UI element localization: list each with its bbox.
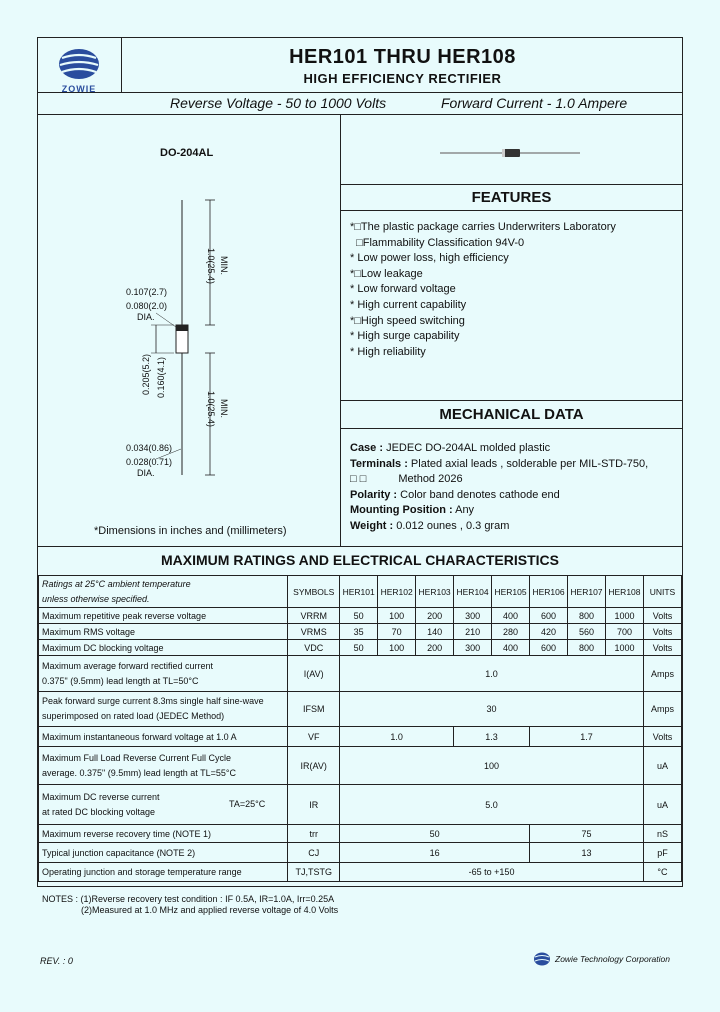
value-cell: 1000 <box>605 608 643 624</box>
value-cell: 800 <box>568 640 606 656</box>
param-line: 0.375" (9.5mm) lead length at TL=50°C <box>42 675 199 686</box>
table-row-tj <box>39 863 682 882</box>
param-cell: Maximum repetitive peak reverse voltage <box>39 608 288 624</box>
col-part: HER103 <box>416 576 454 608</box>
symbol-cell: TJ,TSTG <box>288 863 340 882</box>
dim-lead-length-bottom: 1.0(25.4) <box>206 391 216 428</box>
value-cell: 35 <box>340 624 378 640</box>
unit-cell: °C <box>643 863 681 882</box>
mechanical-list <box>350 441 680 535</box>
param-line: at rated DC blocking voltage <box>42 806 156 817</box>
mech-case-value: JEDEC DO-204AL molded plastic <box>383 442 551 454</box>
table-row-ir <box>39 785 682 825</box>
value-cell: 210 <box>454 624 492 640</box>
page-title: HER101 THRU HER108 <box>289 46 516 68</box>
param-cell: Typical junction capacitance (NOTE 2) <box>39 843 288 863</box>
mech-method-value: Method 2026 <box>398 473 463 486</box>
param-line: superimposed on rated load (JEDEC Method) <box>42 711 225 721</box>
mech-polarity-value: Color band denotes cathode end <box>397 488 560 501</box>
col-part: HER106 <box>530 576 568 608</box>
diode-image <box>440 148 580 158</box>
dimensions-footnote: *Dimensions in inches and (millimeters) <box>94 525 287 537</box>
features-heading: FEATURES <box>471 189 552 206</box>
value-cell: 1.0 <box>340 727 454 747</box>
mech-terminals-label: Terminals : <box>350 457 408 470</box>
feature-item: * Low power loss, high efficiency <box>350 252 509 265</box>
value-cell: 1.3 <box>454 727 530 747</box>
feature-item: * High reliability <box>350 345 426 358</box>
dim-lead-length-top-value: 1.0(25.4) <box>206 248 216 285</box>
value-cell: 400 <box>492 608 530 624</box>
value-cell: 75 <box>530 825 644 843</box>
value-cell: 600 <box>530 640 568 656</box>
mech-case-label: Case : <box>350 442 384 454</box>
mech-polarity-label: Polarity : <box>350 488 398 501</box>
param-cell <box>39 656 288 692</box>
value-cell: 800 <box>568 608 606 624</box>
logo-text: ZOWIE <box>61 84 97 94</box>
unit-cell: uA <box>643 747 681 785</box>
diode-image-divider <box>340 184 683 185</box>
value-cell: 16 <box>340 843 530 863</box>
table-row-vf <box>39 727 682 747</box>
param-cell: Maximum RMS voltage <box>39 624 288 640</box>
mechanical-heading-divider <box>340 428 683 429</box>
param-cell <box>39 785 288 825</box>
unit-cell: Volts <box>643 608 681 624</box>
value-cell: 420 <box>530 624 568 640</box>
table-row-trr <box>39 825 682 843</box>
unit-cell: uA <box>643 785 681 825</box>
ratings-note-line1: Ratings at 25°C ambient temperature <box>42 578 191 589</box>
column-divider <box>340 114 341 546</box>
unit-cell: Amps <box>643 656 681 692</box>
symbol-cell: IFSM <box>288 692 340 727</box>
col-part: HER107 <box>568 576 606 608</box>
feature-item: *□Low leakage <box>350 267 423 280</box>
value-cell: 70 <box>378 624 416 640</box>
param-line: Peak forward surge current 8.3ms single half sine-wave <box>42 696 264 706</box>
notes-line-2: (2)Measured at 1.0 MHz and applied reverse voltage of 4.0 Volts <box>81 905 339 915</box>
value-cell: 100 <box>340 747 644 785</box>
zowie-small-logo-icon <box>533 952 551 966</box>
page-subtitle: HIGH EFFICIENCY RECTIFIER <box>303 71 502 86</box>
ratings-note-line2: unless otherwise specified. <box>42 593 150 604</box>
value-cell: 140 <box>416 624 454 640</box>
mech-mounting-label: Mounting Position : <box>350 504 453 517</box>
dim-body-len-min: 0.160(4.1) <box>156 356 166 398</box>
mech-case <box>350 441 680 457</box>
mech-terminals <box>350 457 680 473</box>
param-line: Maximum Full Load Reverse Current Full Cycle <box>42 752 232 763</box>
unit-cell: Volts <box>643 640 681 656</box>
ratings-top-divider <box>37 546 683 547</box>
unit-cell: pF <box>643 843 681 863</box>
unit-cell: Volts <box>643 727 681 747</box>
col-part: HER104 <box>454 576 492 608</box>
col-part: HER108 <box>605 576 643 608</box>
mech-polarity <box>350 488 680 504</box>
value-cell: 30 <box>340 692 644 727</box>
dim-lead-dia-min: 0.028(0.71) <box>126 457 173 467</box>
param-line: Maximum DC reverse current <box>42 791 160 802</box>
value-cell: 13 <box>530 843 644 863</box>
dim-lead-length-top <box>206 248 216 284</box>
dim-lead-dia-label: DIA. <box>137 468 155 478</box>
value-cell: 50 <box>340 825 530 843</box>
company-logo <box>56 48 102 94</box>
value-cell: 100 <box>378 640 416 656</box>
col-part: HER101 <box>340 576 378 608</box>
symbol-cell: CJ <box>288 843 340 863</box>
mech-mounting-value: Any <box>452 504 475 517</box>
mech-method-prefix: □ □ <box>350 473 367 486</box>
mech-mounting <box>350 503 680 519</box>
feature-item: □Flammability Classification 94V-0 <box>350 236 525 249</box>
notes-line-1: NOTES : (1)Reverse recovery test condition : IF 0.5A, IR=1.0A, Irr=0.25A <box>42 894 335 904</box>
table-row-irav <box>39 747 682 785</box>
spec-divider <box>37 114 683 115</box>
table-row-vdc <box>39 640 682 656</box>
zowie-logo-icon <box>56 48 102 80</box>
revision-label: REV. : 0 <box>40 956 73 966</box>
col-part: HER105 <box>492 576 530 608</box>
feature-item: * High current capability <box>350 298 467 311</box>
value-cell: 200 <box>416 608 454 624</box>
value-cell: 400 <box>492 640 530 656</box>
features-list <box>350 220 680 360</box>
value-cell: 200 <box>416 640 454 656</box>
symbol-cell: VRMS <box>288 624 340 640</box>
symbol-cell: VF <box>288 727 340 747</box>
value-cell: 1.7 <box>530 727 644 747</box>
mech-weight <box>350 519 680 535</box>
table-row-vrms <box>39 624 682 640</box>
value-cell: 300 <box>454 640 492 656</box>
unit-cell: nS <box>643 825 681 843</box>
symbol-cell: VRRM <box>288 608 340 624</box>
dim-lead-dia-max: 0.034(0.86) <box>126 443 173 453</box>
value-cell: 5.0 <box>340 785 644 825</box>
dim-body-dia-label: DIA. <box>137 312 155 322</box>
ratings-conditions-note <box>39 576 288 608</box>
param-line: Maximum average forward rectified current <box>42 660 214 671</box>
dim-body-len-max: 0.205(5.2) <box>141 353 151 395</box>
symbol-cell: I(AV) <box>288 656 340 692</box>
col-part: HER102 <box>378 576 416 608</box>
dim-body-dia-max: 0.107(2.7) <box>126 287 168 297</box>
param-cell: Maximum instantaneous forward voltage at 1.0 A <box>39 727 288 747</box>
value-cell: 280 <box>492 624 530 640</box>
mech-weight-value: 0.012 ounes , 0.3 gram <box>393 519 510 532</box>
param-cell: Maximum reverse recovery time (NOTE 1) <box>39 825 288 843</box>
symbol-cell: IR(AV) <box>288 747 340 785</box>
feature-item: * Low forward voltage <box>350 283 456 296</box>
company-name: Zowie Technology Corporation <box>555 954 670 964</box>
dim-lead-length-bottom-min: MIN. <box>219 399 229 418</box>
value-cell: 600 <box>530 608 568 624</box>
feature-item: *□The plastic package carries Underwriters Laboratory <box>350 221 616 233</box>
symbol-cell: trr <box>288 825 340 843</box>
value-cell: 300 <box>454 608 492 624</box>
symbol-cell: VDC <box>288 640 340 656</box>
value-cell: 50 <box>340 640 378 656</box>
package-outline-drawing <box>60 185 320 485</box>
value-cell: 1.0 <box>340 656 644 692</box>
header-divider <box>37 92 683 93</box>
param-cell <box>39 692 288 727</box>
value-cell: 1000 <box>605 640 643 656</box>
col-symbols: SYMBOLS <box>288 576 340 608</box>
feature-item: * High surge capability <box>350 330 460 343</box>
mech-terminals-value: Plated axial leads , solderable per MIL-STD-750, <box>407 457 649 470</box>
table-row-vrrm <box>39 608 682 624</box>
value-cell: 100 <box>378 608 416 624</box>
param-cell: Maximum DC blocking voltage <box>39 640 288 656</box>
value-cell: -65 to +150 <box>340 863 644 882</box>
value-cell: 700 <box>605 624 643 640</box>
features-bottom-divider <box>340 400 683 401</box>
feature-item: *□High speed switching <box>350 314 465 327</box>
ir-condition: TA=25°C <box>229 799 266 809</box>
value-cell: 50 <box>340 608 378 624</box>
mechanical-heading: MECHANICAL DATA <box>439 406 584 423</box>
table-row-cj <box>39 843 682 863</box>
param-cell <box>39 747 288 785</box>
ratings-heading: MAXIMUM RATINGS AND ELECTRICAL CHARACTERISTICS <box>161 552 559 568</box>
mech-method <box>350 472 680 488</box>
features-heading-divider <box>340 210 683 211</box>
dim-lead-length-top-min: MIN. <box>219 256 229 275</box>
unit-cell: Volts <box>643 624 681 640</box>
param-cell: Operating junction and storage temperature range <box>39 863 288 882</box>
table-row-ifsm <box>39 692 682 727</box>
table-row-iav <box>39 656 682 692</box>
mech-weight-label: Weight : <box>350 519 394 532</box>
dim-body-dia-min: 0.080(2.0) <box>126 301 168 311</box>
param-line: average. 0.375" (9.5mm) lead length at TL=55°C <box>42 767 236 778</box>
package-name: DO-204AL <box>160 147 214 159</box>
ratings-table <box>38 575 682 882</box>
forward-current-spec: Forward Current - 1.0 Ampere <box>441 95 628 111</box>
reverse-voltage-spec: Reverse Voltage - 50 to 1000 Volts <box>170 95 387 111</box>
value-cell: 560 <box>568 624 606 640</box>
unit-cell: Amps <box>643 692 681 727</box>
footer-company <box>533 952 670 966</box>
symbol-cell: IR <box>288 785 340 825</box>
table-header-row <box>39 576 682 608</box>
col-units: UNITS <box>643 576 681 608</box>
